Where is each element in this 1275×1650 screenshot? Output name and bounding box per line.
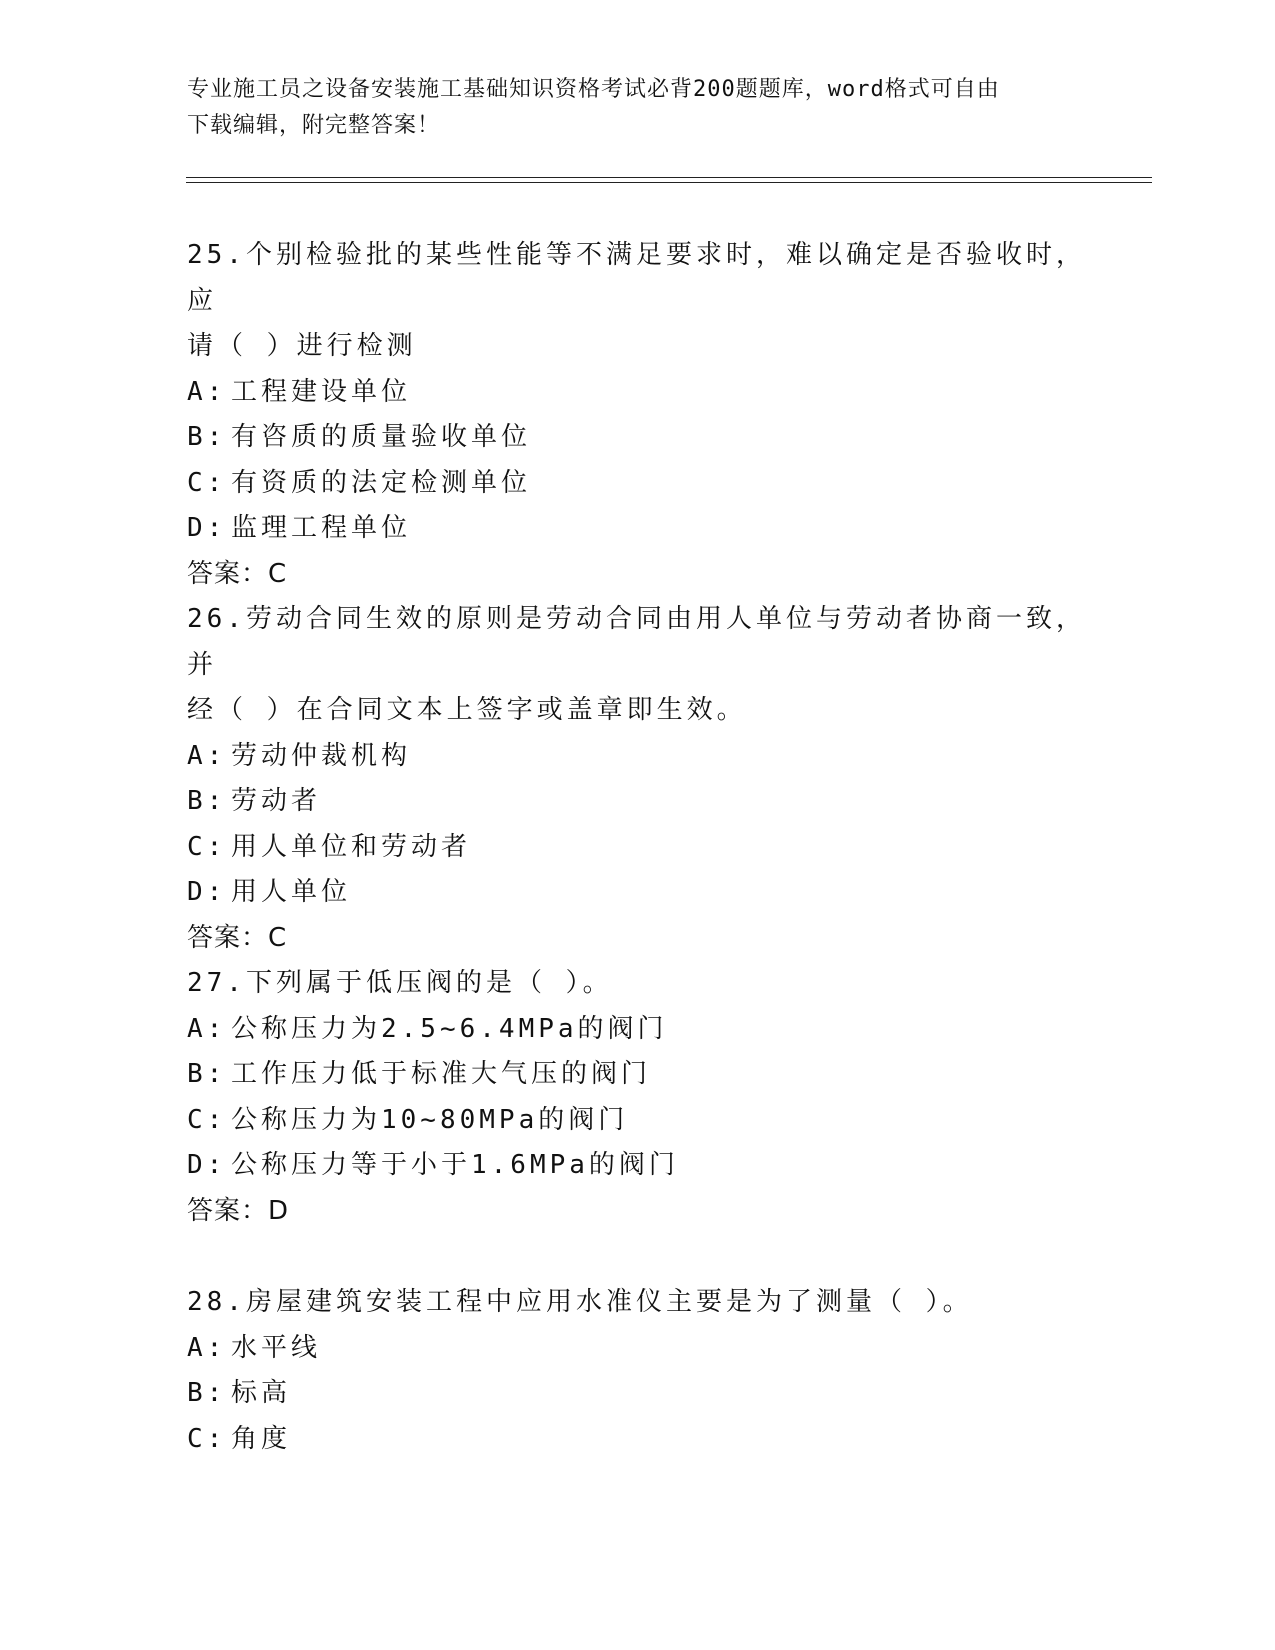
option-c [187, 461, 1087, 507]
header-line-1: 专业施工员之设备安装施工基础知识资格考试必背200题题库，word格式可自由 [187, 77, 1000, 102]
option-text: 用人单位 [231, 877, 352, 907]
answer-line: 答案：C [187, 558, 288, 589]
option-letter: A: [187, 1013, 227, 1044]
option-text: 公称压力为2.5~6.4MPa的阀门 [231, 1013, 668, 1044]
option-letter: D: [187, 1150, 227, 1180]
answer-line: 答案：D [187, 1195, 290, 1226]
question-stem-continued: 经（ ）在合同文本上签字或盖章即生效。 [187, 695, 747, 725]
option-text: 水平线 [231, 1332, 322, 1363]
option-c [187, 1417, 1087, 1463]
option-b [187, 1371, 1087, 1417]
answer-line: 答案：C [187, 922, 288, 953]
option-letter: C: [187, 831, 227, 862]
question-stem: 27.下列属于低压阀的是（ ）。 [187, 968, 613, 998]
document-header [187, 72, 1067, 144]
option-text: 角度 [231, 1423, 292, 1454]
option-a [187, 1007, 1087, 1053]
option-letter: C: [187, 467, 227, 498]
option-text: 劳动者 [231, 786, 322, 816]
question-stem-continued: 请（ ）进行检测 [187, 331, 417, 361]
option-text: 用人单位和劳动者 [231, 831, 472, 862]
option-d [187, 506, 1087, 552]
option-text: 有资质的法定检测单位 [231, 467, 532, 498]
option-text: 标高 [231, 1378, 292, 1408]
option-letter: B: [187, 422, 227, 452]
question-stem: 28.房屋建筑安装工程中应用水准仪主要是为了测量（ ）。 [187, 1287, 973, 1317]
option-letter: A: [187, 376, 227, 407]
option-letter: A: [187, 1332, 227, 1363]
question-25 [187, 233, 1087, 597]
option-letter: C: [187, 1423, 227, 1454]
question-27 [187, 961, 1087, 1234]
option-text: 工作压力低于标准大气压的阀门 [231, 1059, 652, 1089]
option-text: 工程建设单位 [231, 376, 412, 407]
option-c [187, 825, 1087, 871]
option-letter: D: [187, 513, 227, 543]
option-text: 有咨质的质量验收单位 [231, 422, 532, 452]
option-a [187, 1326, 1087, 1372]
header-divider-top [186, 177, 1152, 178]
option-a [187, 370, 1087, 416]
question-28 [187, 1280, 1087, 1462]
option-b [187, 779, 1087, 825]
header-divider-bottom [186, 182, 1152, 183]
option-a [187, 734, 1087, 780]
question-stem: 26.劳动合同生效的原则是劳动合同由用人单位与劳动者协商一致，并 [187, 604, 1086, 680]
option-text: 公称压力等于小于1.6MPa的阀门 [231, 1150, 679, 1180]
option-letter: B: [187, 786, 227, 816]
option-b [187, 1052, 1087, 1098]
option-c [187, 1098, 1087, 1144]
question-stem: 25.个别检验批的某些性能等不满足要求时，难以确定是否验收时，应 [187, 240, 1086, 316]
option-d [187, 1143, 1087, 1189]
option-text: 公称压力为10~80MPa的阀门 [231, 1104, 629, 1135]
option-letter: C: [187, 1104, 227, 1135]
option-text: 劳动仲裁机构 [231, 740, 412, 771]
question-26 [187, 597, 1087, 961]
option-letter: A: [187, 740, 227, 771]
option-letter: D: [187, 877, 227, 907]
option-text: 监理工程单位 [231, 513, 412, 543]
option-b [187, 415, 1087, 461]
option-letter: B: [187, 1059, 227, 1089]
option-d [187, 870, 1087, 916]
header-line-2: 下载编辑，附完整答案！ [187, 113, 441, 138]
option-letter: B: [187, 1378, 227, 1408]
